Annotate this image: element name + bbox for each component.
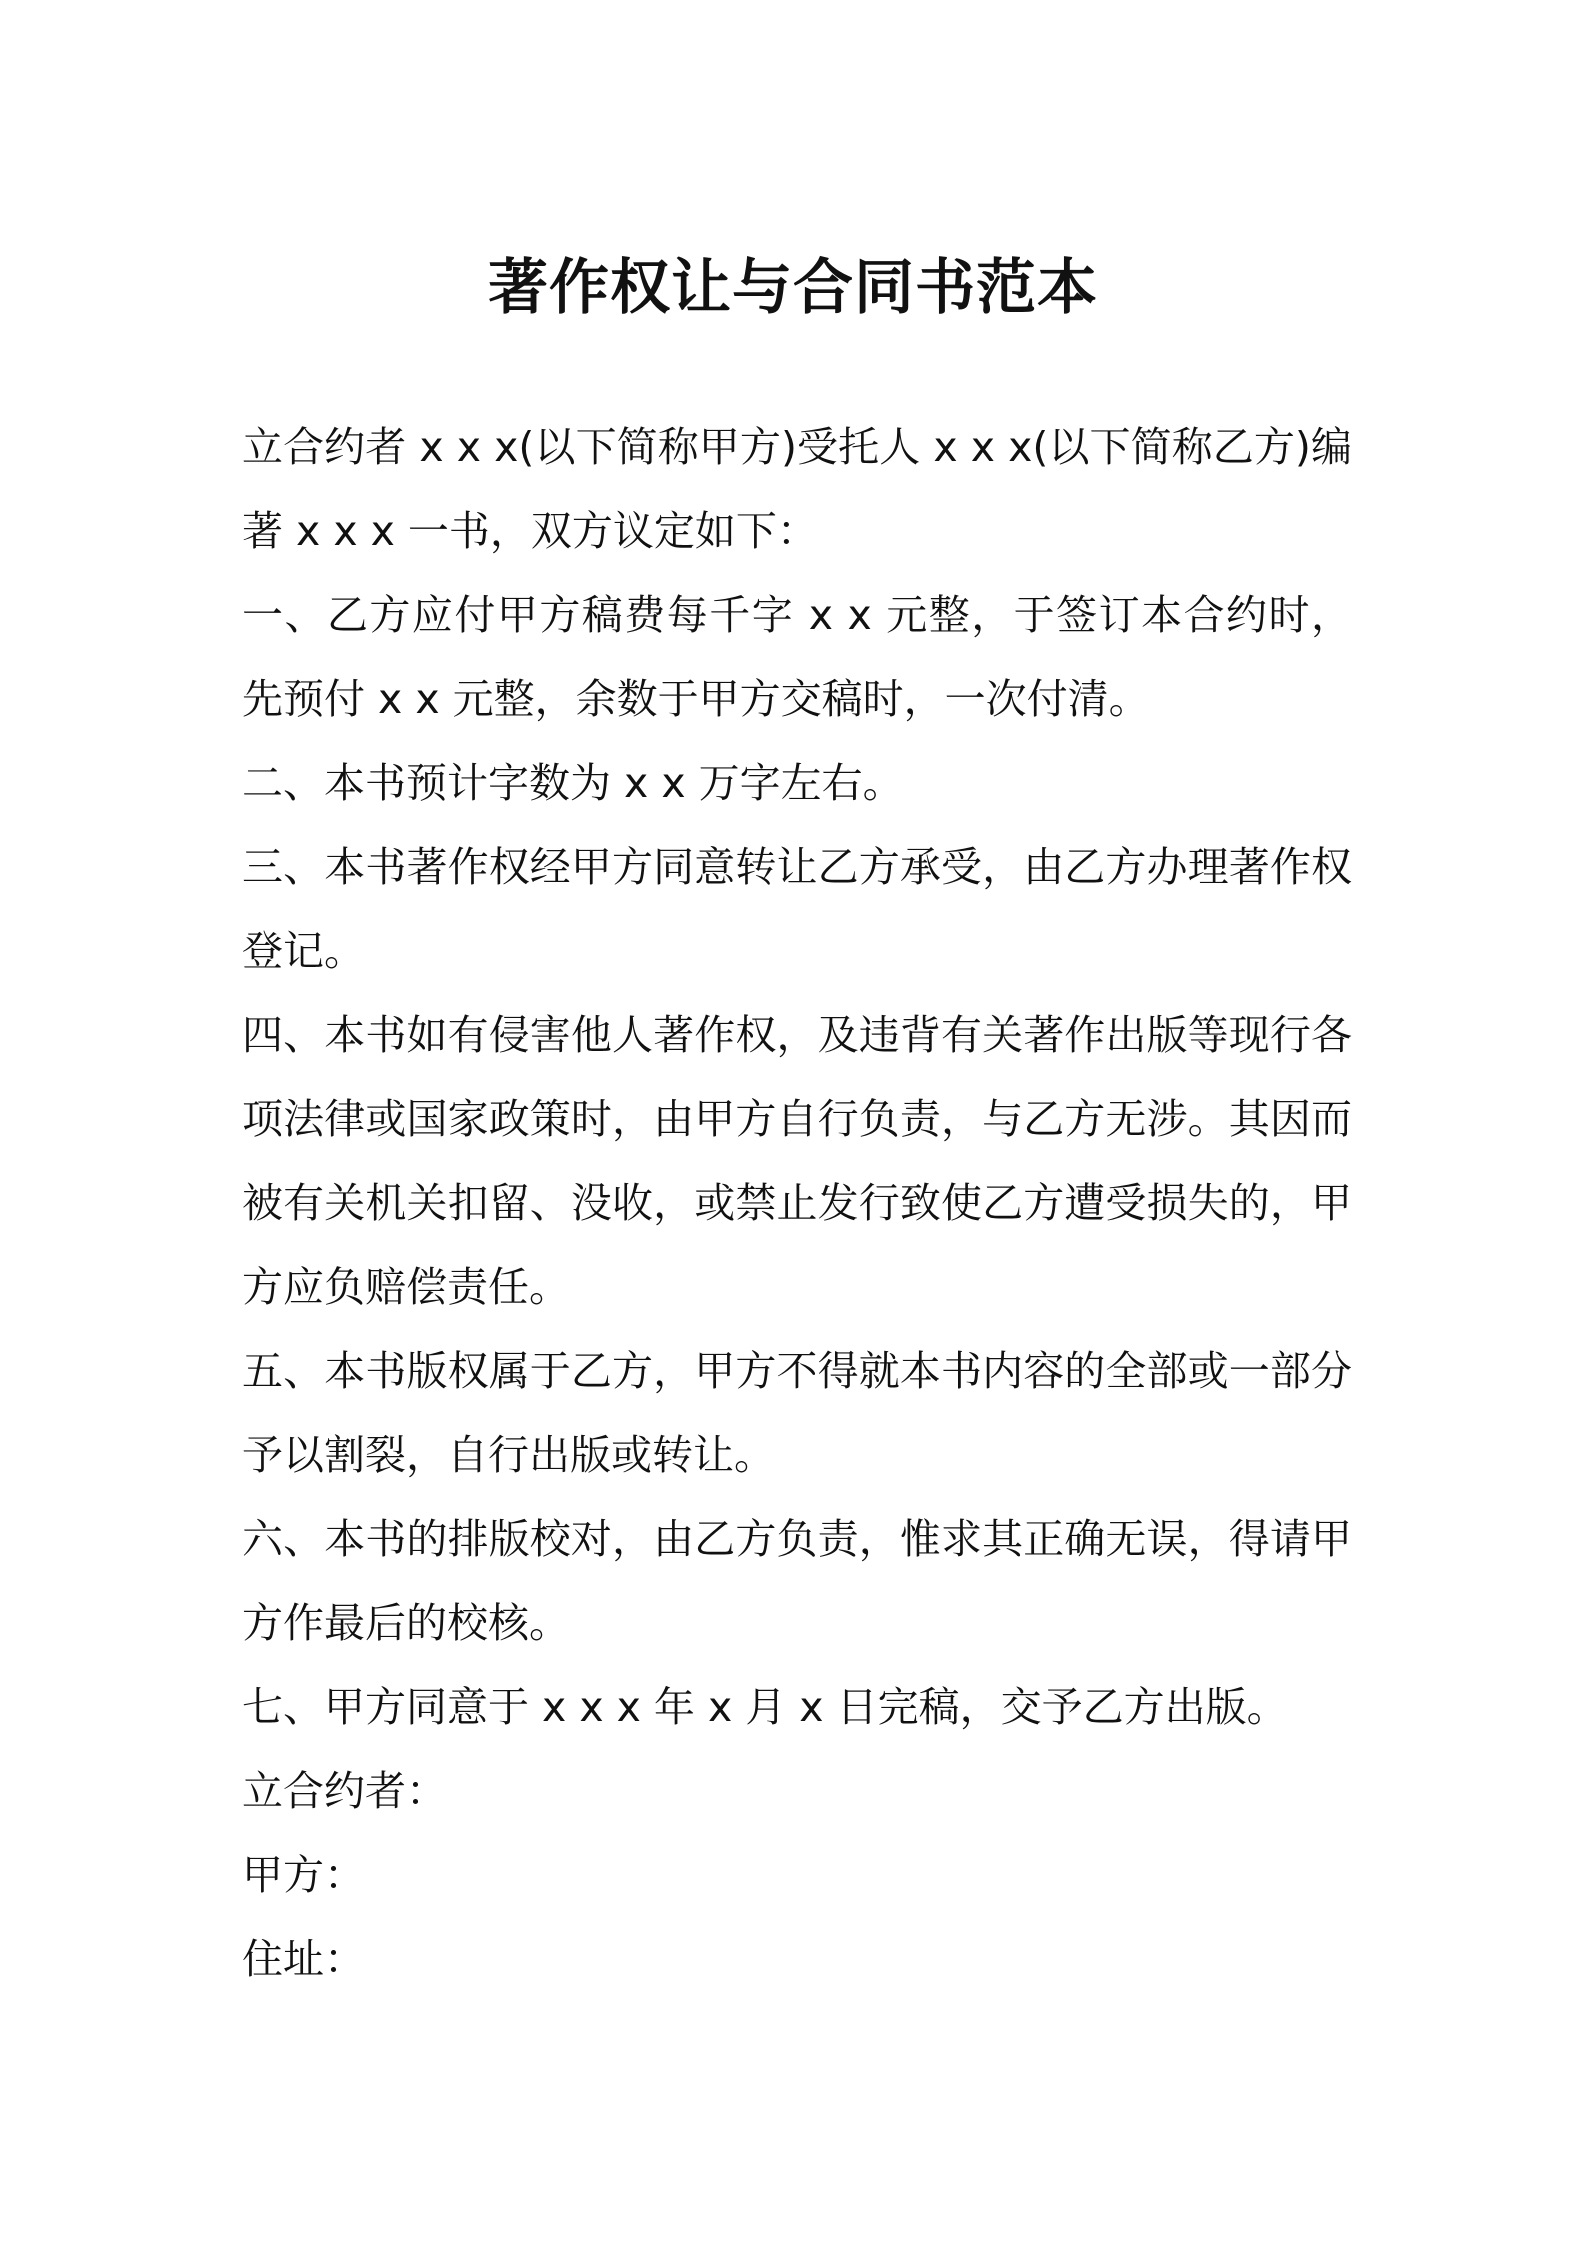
- address-label: 住址：: [242, 1935, 365, 1983]
- paragraph-clause-5: 五、本书版权属于乙方，甲方不得就本书内容的全部或一部分予以割裂，自行出版或转让。: [242, 1347, 1352, 1479]
- paragraph-clause-1: 一、乙方应付甲方稿费每千字 x x 元整，于签订本合约时，先预付 x x 元整，余数于甲方交稿时，一次付清。: [242, 591, 1352, 723]
- party-a-label: 甲方：: [242, 1851, 365, 1899]
- paragraph-clause-4: 四、本书如有侵害他人著作权，及违背有关著作出版等现行各项法律或国家政策时，由甲方自行负责，与乙方无涉。其因而被有关机关扣留、没收，或禁止发行致使乙方遭受损失的，甲方应负赔偿责任。: [242, 1011, 1352, 1311]
- document-title: 著作权让与合同书范本: [488, 253, 1098, 323]
- paragraph-clause-6: 六、本书的排版校对，由乙方负责，惟求其正确无误，得请甲方作最后的校核。: [242, 1515, 1352, 1647]
- paragraph-clause-7: 七、甲方同意于 x x x 年 x 月 x 日完稿，交予乙方出版。: [242, 1683, 1288, 1731]
- paragraph-clause-2: 二、本书预计字数为 x x 万字左右。: [242, 759, 904, 807]
- paragraph-preamble: 立合约者 x x x(以下简称甲方)受托人 x x x(以下简称乙方)编著 x x x 一书，双方议定如下：: [242, 423, 1352, 555]
- signatory-label: 立合约者：: [242, 1767, 447, 1815]
- document-body: [242, 405, 1352, 2001]
- paragraph-clause-3: 三、本书著作权经甲方同意转让乙方承受，由乙方办理著作权登记。: [242, 843, 1352, 975]
